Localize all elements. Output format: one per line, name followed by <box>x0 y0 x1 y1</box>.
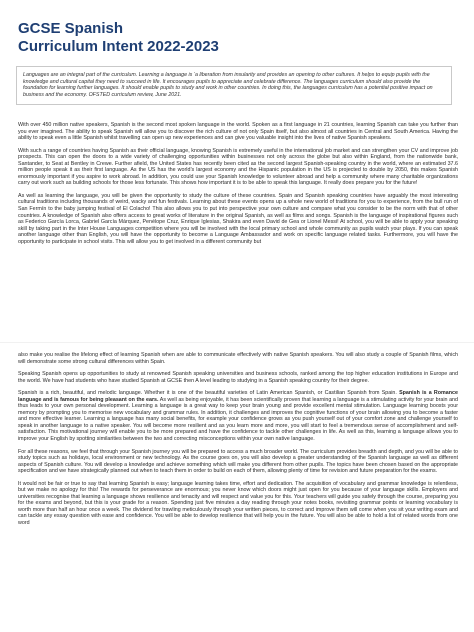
paragraph: For all these reasons, we feel that through your Spanish journey you will be prepared to access a much broader world. The curriculum provides breadth and depth, and you will be able to study topics such as holidays, local environment or new technology. As the course goes on, you will also develop a greater understanding of the Spanish language as well as different aspects of Spanish culture. You will develop a knowledge and achieve something which will make you different from other pupils. The topics have been chosen based on the appropriate specification and we have strategically planned out when to teach them in order to build on each of them, allowing plenty of time for revision and future preparation for the exams. <box>18 448 458 475</box>
paragraph: also make you realise the lifelong effect of learning Spanish when are able to communicate effectively with native Spanish speakers. You will also study a couple of Spanish films, which will demonstrate some strong cultural differences within Spain. <box>18 352 458 365</box>
paragraph: With over 450 million native speakers, Spanish is the second most spoken language in the world. Spoken as a first language in 21 countries, learning Spanish can take you further than you ever imagined. The ability to speak Spanish will allow you to discover the rich culture of not only Spain itself, but also almost all countries in Central and South America. Having the ability to speak even a little Spanish whilst travelling can open up new experiences and can give you valuable insight into the lives of native Spanish speakers. <box>18 122 458 142</box>
bold-sentence: Spanish is a Romance language and is famous for being pleasant on the ears. <box>18 390 458 403</box>
paragraph-with-bold <box>18 390 458 442</box>
paragraph-continuation: As well as being enjoyable, it has been scientifically proven that learning a language is a stimulating activity for your brain and thus leads to your own personal development. Learning a language is a great way to keep your brain young and provide excellent mental stimulation. Language learning boosts your memory by prompting you to memorise new vocabulary and grammar rules. In addition, it challenges and improves the cognitive functions of your brain allowing you to become a faster and more effective learner. Learning a language has many social benefits, for example your confidence grows as you push yourself out of your comfort zone and challenge yourself to speak in another language to a native speaker. You will become more resilient and as you learn more and more, you will start to feel a tremendous sense of accomplishment and self-satisfaction. This motivational journey will enable you to be more prepared and have the confidence to tackle other challenges in life. As well as this, learning a language allows you to improve your English by spotting similarities between the two and correcting misconceptions within your own native language. <box>18 396 458 443</box>
title-line-1: GCSE Spanish <box>18 20 124 37</box>
body-section-1 <box>18 122 458 251</box>
page-title <box>18 20 458 56</box>
paragraph-lead-text: Spanish is a rich, beautiful, and melodic language. Whether it is one of the beautiful varieties of Latin American Spanish, or Castilian Spanish from Spain. <box>18 390 397 397</box>
intro-quote-box <box>16 66 452 105</box>
body-section-2 <box>18 352 458 533</box>
paragraph: With such a range of countries having Spanish as their official language, knowing Spanish is extremely useful in the international job market and can strengthen your CV and improve job prospects. This can open the doors to a wide variety of challenging opportunities within businesses not only across the globe but also within England, from the nationwide bank, Santander, to Seat at Bentley in Crewe. Further afield, the United States has recently been cited as the second largest Spanish-speaking country in the world, where an estimated 37.6 million people speak it as their first language. As the US has the world’s largest economy and the Hispanic population in the US is projected to double by 2050, this makes Spanish enormously important if you aspire to work abroad. In addition, you could use your Spanish knowledge to volunteer abroad and help a community where many charitable organizations carry out work such as building schools for those less fortunate. This shows how important it is to be able to speak this language. It really does prepare you for the future! <box>18 147 458 187</box>
title-line-2: Curriculum Intent 2022-2023 <box>18 38 219 55</box>
paragraph: It would not be fair or true to say that learning Spanish is easy; language learning takes time, effort and dedication. The acquisition of vocabulary and grammar knowledge is relentless, but we make no apology for this! The rewards for perseverance are enormous; you never know which doors might just open for you because of your language skills. Employers and universities recognise that learning a language shows resilience and tenacity and will respect and value you for this. Your teachers will guide you safely through the course, preparing you for the exams and beyond, but this is your grade for a reason. Spending just five minutes a day reading through your notes books, revisiting grammar points or learning vocabulary is worth more than half an hour once a week. The dividend for trawling meticulously through your written pieces, to correct and improve them will come when you sit your writing exam and can tackle any essay question with ease and confidence. You will be able to develop resilience that will help you in the future. You will also be able to hold a list of related words from one word <box>18 480 458 527</box>
intro-quote-text: Languages are an integral part of the curriculum. Learning a language is ‘a liberation from insularity and provides an opening to other cultures. It helps to equip pupils with the knowledge and cultural capital they need to succeed in life. It encourages pupils to appreciate and celebrate difference. The languages curriculum should also provide the foundation for learning further languages. It should enable pupils to study and work in other countries. In doing this, the languages curriculum has a potential positive impact on business and the economy. OFSTED curriculum review, June 2021. <box>23 72 433 99</box>
paragraph: As well as learning the language, you will be given the opportunity to study the culture of these countries. Spain and Spanish speaking countries have arguably the most interesting cultural traditions including thousands of weird, wacky and fun festivals. Learning about these events opens up a whole new world of traditions for you to experience, from the bull run of San Fermín to the baby jumping festival of El Colacho! This also allows you to put into perspective your own culture and compare what you consider to be the norm with that of other countries. A knowledge of Spanish also offers access to great works of literature in the original Spanish, as well as films and songs. Spanish is the language of inspirational figures such as Federico García Lorca, Gabriel García Márquez, Penélope Cruz, Enrique Iglesias, Shakira and even David de Gea or Lionel Messi! At school, you will be able to apply your speaking skill by taking part in the Inter House Languages competition where you will be involved with the local primary school and whole community as pupils watch your plays. If you can speak another language other than English, you will have the opportunity to become a Language Ambassador and work on specific language related tasks. Furthermore, you will have the opportunity to participate in school visits. This will allow you to get involved in a different community but <box>18 192 458 245</box>
paragraph: Speaking Spanish opens up opportunities to study at renowned Spanish speaking universities and business schools, ranked among the top higher education institutions in Europe and the world. We have had students who have studied Spanish at GCSE then A level leading to studying in a Spanish speaking country for their degree. <box>18 371 458 384</box>
page-break-divider <box>0 342 474 343</box>
